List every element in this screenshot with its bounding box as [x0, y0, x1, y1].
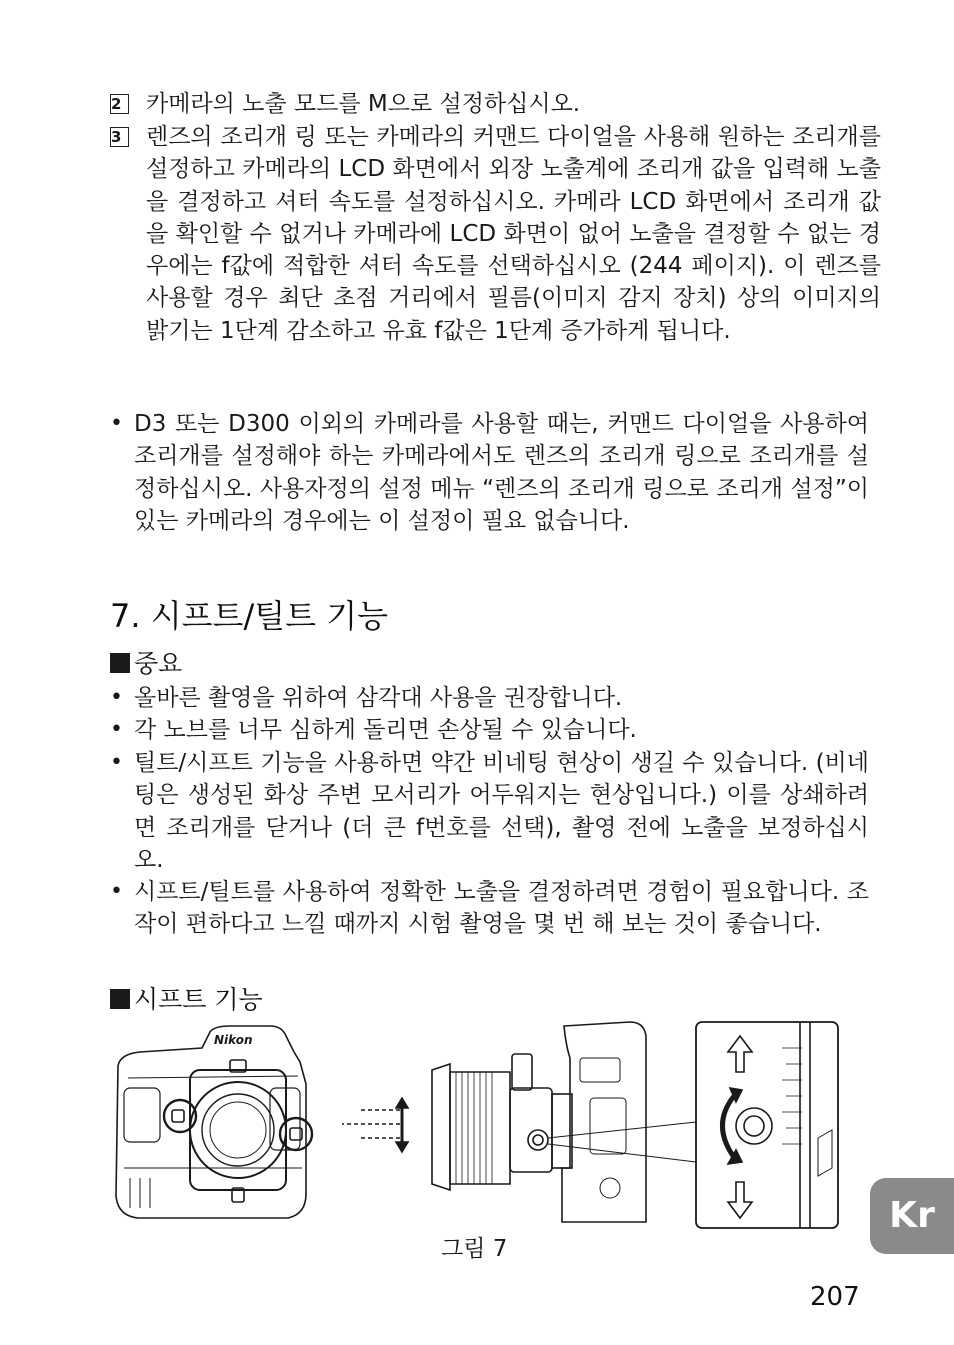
bullet-dot: • [110, 750, 123, 775]
camera-front-view [116, 1026, 312, 1218]
important-item [110, 876, 869, 941]
step-number-box: 3 [110, 127, 129, 147]
step-3 [110, 121, 881, 347]
important-item-text: 올바른 촬영을 위하여 삼각대 사용을 권장합니다. [134, 685, 623, 711]
language-tab: Kr [870, 1178, 954, 1254]
important-heading [110, 648, 182, 680]
important-item [110, 714, 869, 746]
step-2 [110, 88, 881, 120]
page-number: 207 [810, 1282, 860, 1312]
shift-heading [110, 984, 263, 1016]
bullet-dot: • [110, 411, 123, 436]
note-text: D3 또는 D300 이외의 카메라를 사용할 때는, 커맨드 다이얼을 사용하여 조리개를 설정해야 하는 카메라에서도 렌즈의 조리개 링으로 조리개를 설정하십시오. 사용자정의 설정 메뉴 “렌즈의 조리개 링으로 조리개 설정”이 있는 카메라의 경우에는 이 설정이 필요 없습니다. [134, 411, 869, 534]
important-item-text: 틸트/시프트 기능을 사용하면 약간 비네팅 현상이 생길 수 있습니다. (비네팅은 생성된 화상 주변 모서리가 어두워지는 현상입니다.) 이를 상쇄하려면 조리개를 닫거나 (더 큰 f번호를 선택), 촬영 전에 노출을 보정하십시오. [134, 750, 869, 873]
important-item [110, 747, 869, 876]
step-text: 카메라의 노출 모드를 M으로 설정하십시오. [146, 91, 581, 117]
camera-side-view [432, 1022, 646, 1222]
bullet-dot: • [110, 717, 123, 742]
square-bullet-icon [110, 653, 130, 673]
shift-figure [110, 1018, 845, 1234]
step-text: 렌즈의 조리개 링 또는 카메라의 커맨드 다이얼을 사용해 원하는 조리개를 설정하고 카메라의 LCD 화면에서 외장 노출계에 조리개 값을 입력해 노출을 결정하고 셔터 속도를 설정하십시오. 카메라 LCD 화면에서 조리개 값을 확인할 수 없거나 카메라에 LCD 화면이 없어 노출을 결정할 수 없는 경우에는 f값에 적합한 셔터 속도를 선택하십시오 (244 페이지). 이 렌즈를 사용할 경우 최단 초점 거리에서 필름(이미지 감지 장치) 상의 이미지의 밝기는 1단계 감소하고 유효 f값은 1단계 증가하게 됩니다. [146, 124, 881, 344]
important-item-text: 각 노브를 너무 심하게 돌리면 손상될 수 있습니다. [134, 717, 637, 743]
section-title: 7. 시프트/틸트 기능 [110, 597, 389, 635]
figure-caption: 그림 7 [441, 1236, 508, 1262]
square-bullet-icon [110, 989, 130, 1009]
vertical-arrow [396, 1098, 408, 1152]
bullet-dot: • [110, 879, 123, 904]
nikon-logo: Nikon [214, 1033, 253, 1047]
important-heading-text: 중요 [134, 649, 183, 678]
important-item [110, 682, 869, 714]
important-item-text: 시프트/틸트를 사용하여 정확한 노출을 결정하려면 경험이 필요합니다. 조작이 편하다고 느낄 때까지 시험 촬영을 몇 번 해 보는 것이 좋습니다. [134, 879, 869, 938]
step-number-box: 2 [110, 94, 129, 114]
detail-inset [696, 1022, 838, 1228]
shift-heading-text: 시프트 기능 [134, 985, 263, 1014]
shift-arrows [342, 1110, 400, 1138]
note-bullet [110, 408, 869, 537]
figure-illustration [110, 1018, 845, 1230]
bullet-dot: • [110, 685, 123, 710]
